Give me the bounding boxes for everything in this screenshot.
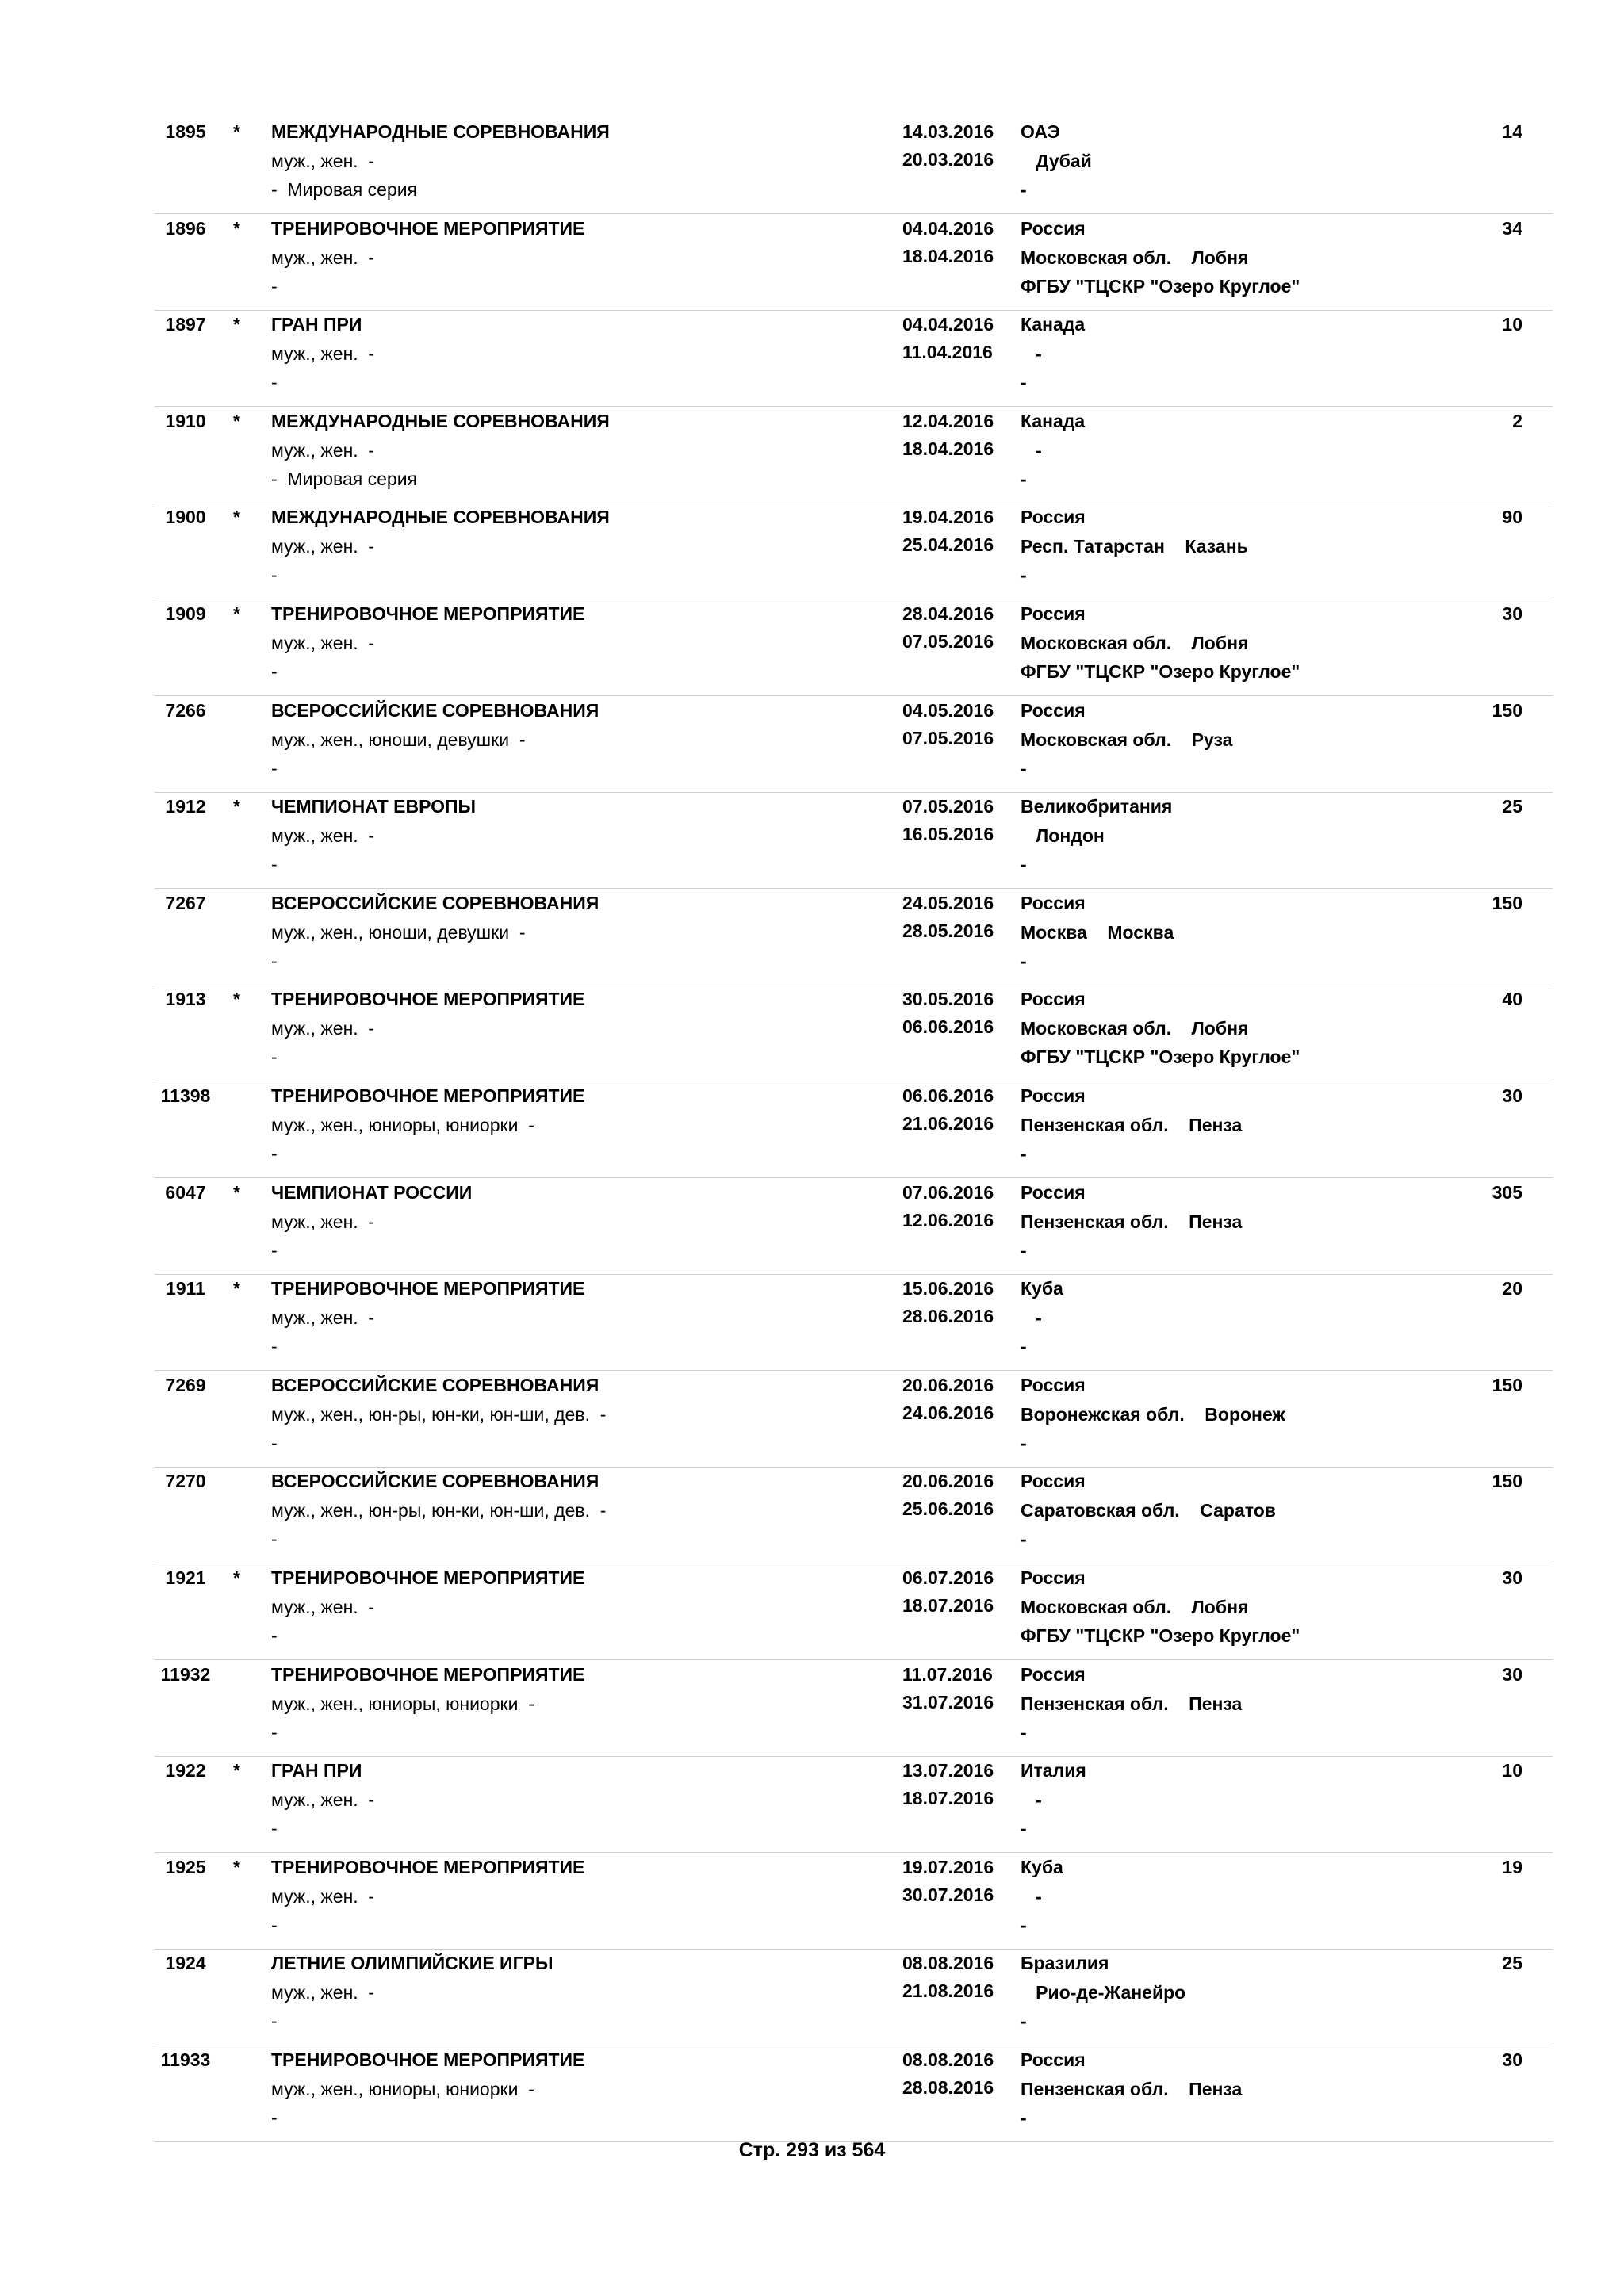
end-date: 06.06.2016 (902, 1016, 994, 1037)
region-city: Рио-де-Жанейро (1021, 1982, 1186, 2003)
event-id: 7267 (165, 893, 206, 913)
event-subtitle: - (271, 2107, 278, 2128)
event-title: МЕЖДУНАРОДНЫЕ СОРЕВНОВАНИЯ (271, 121, 610, 142)
event-id: 1924 (165, 1953, 206, 1973)
end-date: 18.07.2016 (902, 1788, 994, 1808)
event-id: 1900 (165, 507, 206, 527)
marker-star: * (233, 314, 240, 335)
region-city: - (1021, 1307, 1042, 1328)
end-date: 24.06.2016 (902, 1402, 994, 1423)
country: Россия (1021, 507, 1086, 527)
region-city: Пензенская обл. Пенза (1021, 2079, 1243, 2099)
participant-count: 19 (1502, 1857, 1522, 1877)
venue: - (1021, 1529, 1027, 1549)
participant-count: 34 (1502, 218, 1522, 239)
event-subtitle: - (271, 1818, 278, 1839)
country: Россия (1021, 1085, 1086, 1106)
end-date: 07.05.2016 (902, 728, 994, 748)
event-subtitle: - (271, 1433, 278, 1453)
table-row (155, 503, 1553, 599)
event-title: ТРЕНИРОВОЧНОЕ МЕРОПРИЯТИЕ (271, 1085, 585, 1106)
country: Россия (1021, 1471, 1086, 1491)
end-date: 28.08.2016 (902, 2077, 994, 2098)
participants: муж., жен. - (271, 825, 375, 846)
event-subtitle: - (271, 564, 278, 585)
event-subtitle: - (271, 1336, 278, 1357)
participants: муж., жен., юноши, девушки - (271, 922, 526, 943)
start-date: 08.08.2016 (902, 1953, 994, 1973)
start-date: 06.07.2016 (902, 1567, 994, 1588)
end-date: 16.05.2016 (902, 824, 994, 844)
start-date: 30.05.2016 (902, 989, 994, 1009)
end-date: 18.04.2016 (902, 438, 994, 459)
region-city: Московская обл. Руза (1021, 729, 1233, 750)
participant-count: 150 (1492, 700, 1522, 721)
event-title: ТРЕНИРОВОЧНОЕ МЕРОПРИЯТИЕ (271, 1857, 585, 1877)
participants: муж., жен. - (271, 151, 375, 171)
end-date: 25.04.2016 (902, 534, 994, 555)
country: Россия (1021, 1182, 1086, 1203)
event-subtitle: - (271, 1047, 278, 1067)
venue: - (1021, 372, 1027, 392)
start-date: 19.07.2016 (902, 1857, 994, 1877)
start-date: 04.04.2016 (902, 218, 994, 239)
venue: ФГБУ "ТЦСКР "Озеро Круглое" (1021, 276, 1300, 297)
event-subtitle: - Мировая серия (271, 179, 418, 200)
event-subtitle: - (271, 951, 278, 971)
participant-count: 10 (1502, 1760, 1522, 1781)
participants: муж., жен. - (271, 1597, 375, 1617)
participants: муж., жен. - (271, 536, 375, 557)
country: Россия (1021, 989, 1086, 1009)
event-subtitle: - (271, 1143, 278, 1164)
participants: муж., жен. - (271, 1789, 375, 1810)
participant-count: 150 (1492, 1375, 1522, 1395)
participants: муж., жен., юниоры, юниорки - (271, 2079, 534, 2099)
end-date: 21.08.2016 (902, 1980, 994, 2001)
country: Россия (1021, 700, 1086, 721)
end-date: 07.05.2016 (902, 631, 994, 652)
participants: муж., жен., юноши, девушки - (271, 729, 526, 750)
end-date: 30.07.2016 (902, 1885, 994, 1905)
event-id: 1912 (165, 796, 206, 817)
country: Россия (1021, 1375, 1086, 1395)
table-row (155, 1081, 1553, 1178)
venue: - (1021, 1336, 1027, 1357)
marker-star: * (233, 603, 240, 624)
event-title: ЧЕМПИОНАТ РОССИИ (271, 1182, 473, 1203)
event-subtitle: - (271, 1240, 278, 1261)
country: Италия (1021, 1760, 1086, 1781)
start-date: 15.06.2016 (902, 1278, 994, 1299)
venue: - (1021, 1433, 1027, 1453)
venue: - (1021, 1818, 1027, 1839)
table-row (155, 696, 1553, 793)
event-id: 1897 (165, 314, 206, 335)
venue: - (1021, 1915, 1027, 1935)
end-date: 11.04.2016 (902, 342, 993, 362)
start-date: 28.04.2016 (902, 603, 994, 624)
event-title: ЛЕТНИЕ ОЛИМПИЙСКИЕ ИГРЫ (271, 1953, 553, 1973)
event-title: ТРЕНИРОВОЧНОЕ МЕРОПРИЯТИЕ (271, 1278, 585, 1299)
table-row (155, 117, 1553, 214)
table-row (155, 407, 1553, 503)
event-subtitle: - (271, 854, 278, 874)
start-date: 04.04.2016 (902, 314, 994, 335)
participant-count: 90 (1502, 507, 1522, 527)
participant-count: 20 (1502, 1278, 1522, 1299)
participants: муж., жен. - (271, 1886, 375, 1907)
event-subtitle: - (271, 276, 278, 297)
table-row (155, 1660, 1553, 1757)
venue: - (1021, 179, 1027, 200)
marker-star: * (233, 1760, 240, 1781)
table-row (155, 1853, 1553, 1950)
event-title: ВСЕРОССИЙСКИЕ СОРЕВНОВАНИЯ (271, 1375, 599, 1395)
region-city: - (1021, 1886, 1042, 1907)
venue: - (1021, 1143, 1027, 1164)
event-subtitle: - (271, 1915, 278, 1935)
event-subtitle: - (271, 1625, 278, 1646)
start-date: 24.05.2016 (902, 893, 994, 913)
participant-count: 10 (1502, 314, 1522, 335)
table-row (155, 889, 1553, 985)
page-number: Стр. 293 из 564 (738, 2139, 886, 2161)
end-date: 31.07.2016 (902, 1692, 994, 1712)
country: Россия (1021, 2049, 1086, 2070)
table-row (155, 1178, 1553, 1275)
country: Россия (1021, 1567, 1086, 1588)
event-title: ЧЕМПИОНАТ ЕВРОПЫ (271, 796, 477, 817)
end-date: 28.05.2016 (902, 920, 994, 941)
marker-star: * (233, 218, 240, 239)
end-date: 18.07.2016 (902, 1595, 994, 1616)
participant-count: 150 (1492, 893, 1522, 913)
event-subtitle: - (271, 661, 278, 682)
event-id: 1922 (165, 1760, 206, 1781)
venue: - (1021, 1240, 1027, 1261)
country: Россия (1021, 603, 1086, 624)
start-date: 11.07.2016 (902, 1664, 993, 1685)
region-city: Пензенская обл. Пенза (1021, 1693, 1243, 1714)
participant-count: 25 (1502, 796, 1522, 817)
event-title: ГРАН ПРИ (271, 314, 362, 335)
start-date: 19.04.2016 (902, 507, 994, 527)
event-title: ТРЕНИРОВОЧНОЕ МЕРОПРИЯТИЕ (271, 218, 585, 239)
event-subtitle: - (271, 372, 278, 392)
event-title: ГРАН ПРИ (271, 1760, 362, 1781)
participant-count: 25 (1502, 1953, 1522, 1973)
country: Бразилия (1021, 1953, 1109, 1973)
event-id: 11933 (160, 2049, 211, 2070)
participant-count: 150 (1492, 1471, 1522, 1491)
start-date: 07.05.2016 (902, 796, 994, 817)
participant-count: 14 (1502, 121, 1522, 142)
end-date: 20.03.2016 (902, 149, 994, 170)
country: Канада (1021, 411, 1086, 431)
country: Россия (1021, 218, 1086, 239)
venue: - (1021, 951, 1027, 971)
marker-star: * (233, 411, 240, 431)
venue: - (1021, 758, 1027, 779)
event-id: 1896 (165, 218, 206, 239)
participants: муж., жен., юн-ры, юн-ки, юн-ши, дев. - (271, 1404, 607, 1425)
event-id: 1910 (165, 411, 206, 431)
venue: - (1021, 564, 1027, 585)
event-title: ТРЕНИРОВОЧНОЕ МЕРОПРИЯТИЕ (271, 1664, 585, 1685)
region-city: - (1021, 1789, 1042, 1810)
event-id: 7266 (165, 700, 206, 721)
participant-count: 40 (1502, 989, 1522, 1009)
event-title: ВСЕРОССИЙСКИЕ СОРЕВНОВАНИЯ (271, 700, 599, 721)
end-date: 25.06.2016 (902, 1498, 994, 1519)
venue: - (1021, 469, 1027, 489)
region-city: Дубай (1021, 151, 1092, 171)
region-city: Саратовская обл. Саратов (1021, 1500, 1276, 1521)
event-id: 7269 (165, 1375, 206, 1395)
marker-star: * (233, 121, 240, 142)
venue: - (1021, 2011, 1027, 2031)
venue: ФГБУ "ТЦСКР "Озеро Круглое" (1021, 1625, 1300, 1646)
event-id: 6047 (165, 1182, 206, 1203)
event-title: ТРЕНИРОВОЧНОЕ МЕРОПРИЯТИЕ (271, 1567, 585, 1588)
table-row (155, 1274, 1553, 1371)
region-city: - (1021, 343, 1042, 364)
region-city: Москва Москва (1021, 922, 1174, 943)
table-row (155, 1756, 1553, 1853)
country: Куба (1021, 1278, 1063, 1299)
region-city: Лондон (1021, 825, 1105, 846)
participant-count: 30 (1502, 1085, 1522, 1106)
region-city: Пензенская обл. Пенза (1021, 1115, 1243, 1135)
event-id: 11398 (160, 1085, 211, 1106)
region-city: Воронежская обл. Воронеж (1021, 1404, 1285, 1425)
country: Великобритания (1021, 796, 1173, 817)
participants: муж., жен. - (271, 247, 375, 268)
region-city: Московская обл. Лобня (1021, 1597, 1249, 1617)
event-title: ТРЕНИРОВОЧНОЕ МЕРОПРИЯТИЕ (271, 989, 585, 1009)
participants: муж., жен. - (271, 440, 375, 461)
start-date: 13.07.2016 (902, 1760, 994, 1781)
start-date: 20.06.2016 (902, 1375, 994, 1395)
event-id: 1911 (166, 1278, 205, 1299)
participants: муж., жен., юниоры, юниорки - (271, 1693, 534, 1714)
participants: муж., жен. - (271, 1982, 375, 2003)
participant-count: 30 (1502, 603, 1522, 624)
event-id: 1921 (165, 1567, 206, 1588)
participant-count: 30 (1502, 2049, 1522, 2070)
table-row (155, 1371, 1553, 1468)
participants: муж., жен. - (271, 1018, 375, 1039)
event-id: 1913 (165, 989, 206, 1009)
end-date: 18.04.2016 (902, 246, 994, 266)
participant-count: 30 (1502, 1567, 1522, 1588)
region-city: Московская обл. Лобня (1021, 247, 1249, 268)
event-subtitle: - Мировая серия (271, 469, 418, 489)
event-title: ТРЕНИРОВОЧНОЕ МЕРОПРИЯТИЕ (271, 2049, 585, 2070)
marker-star: * (233, 1857, 240, 1877)
country: Россия (1021, 1664, 1086, 1685)
end-date: 21.06.2016 (902, 1113, 994, 1134)
region-city: Московская обл. Лобня (1021, 1018, 1249, 1039)
marker-star: * (233, 796, 240, 817)
venue: ФГБУ "ТЦСКР "Озеро Круглое" (1021, 1047, 1300, 1067)
event-title: ВСЕРОССИЙСКИЕ СОРЕВНОВАНИЯ (271, 1471, 599, 1491)
event-title: ТРЕНИРОВОЧНОЕ МЕРОПРИЯТИЕ (271, 603, 585, 624)
region-city: Московская обл. Лобня (1021, 633, 1249, 653)
start-date: 06.06.2016 (902, 1085, 994, 1106)
region-city: Пензенская обл. Пенза (1021, 1211, 1243, 1232)
table-row (155, 985, 1553, 1081)
marker-star: * (233, 989, 240, 1009)
table-row (155, 214, 1553, 311)
start-date: 20.06.2016 (902, 1471, 994, 1491)
event-subtitle: - (271, 2011, 278, 2031)
venue: - (1021, 854, 1027, 874)
table-row (155, 1563, 1553, 1660)
event-title: МЕЖДУНАРОДНЫЕ СОРЕВНОВАНИЯ (271, 507, 610, 527)
table-row (155, 1949, 1553, 2045)
venue: - (1021, 1722, 1027, 1743)
start-date: 08.08.2016 (902, 2049, 994, 2070)
event-subtitle: - (271, 1722, 278, 1743)
event-id: 1925 (165, 1857, 206, 1877)
table-row (155, 792, 1553, 889)
marker-star: * (233, 1182, 240, 1203)
region-city: - (1021, 440, 1042, 461)
end-date: 12.06.2016 (902, 1210, 994, 1230)
participant-count: 2 (1512, 411, 1522, 431)
participants: муж., жен. - (271, 343, 375, 364)
marker-star: * (233, 1278, 240, 1299)
marker-star: * (233, 1567, 240, 1588)
participant-count: 305 (1492, 1182, 1522, 1203)
participants: муж., жен., юн-ры, юн-ки, юн-ши, дев. - (271, 1500, 607, 1521)
table-row (155, 599, 1553, 696)
participants: муж., жен. - (271, 1211, 375, 1232)
event-subtitle: - (271, 758, 278, 779)
event-id: 1895 (165, 121, 206, 142)
table-row (155, 2045, 1553, 2142)
country: Куба (1021, 1857, 1063, 1877)
event-id: 1909 (165, 603, 206, 624)
event-id: 7270 (165, 1471, 206, 1491)
participants: муж., жен., юниоры, юниорки - (271, 1115, 534, 1135)
end-date: 28.06.2016 (902, 1306, 994, 1326)
region-city: Респ. Татарстан Казань (1021, 536, 1248, 557)
event-title: ВСЕРОССИЙСКИЕ СОРЕВНОВАНИЯ (271, 893, 599, 913)
table-row (155, 310, 1553, 407)
venue: - (1021, 2107, 1027, 2128)
event-subtitle: - (271, 1529, 278, 1549)
table-row (155, 1467, 1553, 1563)
country: Россия (1021, 893, 1086, 913)
venue: ФГБУ "ТЦСКР "Озеро Круглое" (1021, 661, 1300, 682)
participants: муж., жен. - (271, 1307, 375, 1328)
country: ОАЭ (1021, 121, 1060, 142)
participants: муж., жен. - (271, 633, 375, 653)
start-date: 12.04.2016 (902, 411, 994, 431)
event-title: МЕЖДУНАРОДНЫЕ СОРЕВНОВАНИЯ (271, 411, 610, 431)
marker-star: * (233, 507, 240, 527)
start-date: 04.05.2016 (902, 700, 994, 721)
start-date: 14.03.2016 (902, 121, 994, 142)
start-date: 07.06.2016 (902, 1182, 994, 1203)
country: Канада (1021, 314, 1086, 335)
participant-count: 30 (1502, 1664, 1522, 1685)
event-id: 11932 (160, 1664, 211, 1685)
